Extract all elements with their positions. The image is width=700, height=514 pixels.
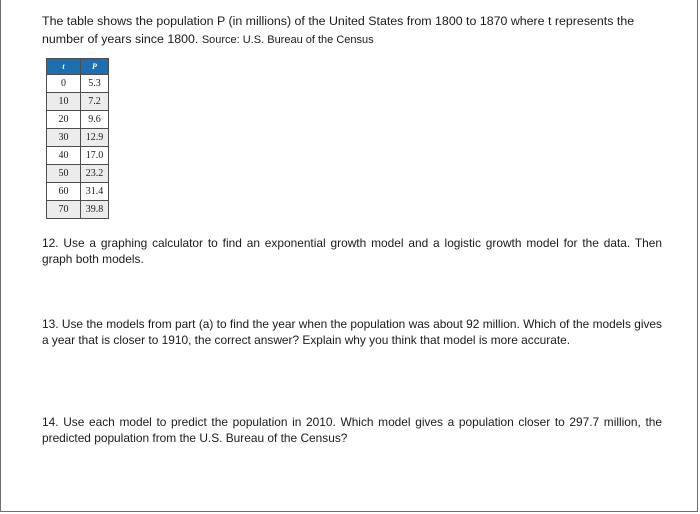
cell-p: 31.4 [81,183,109,201]
cell-p: 39.8 [81,201,109,219]
cell-t: 10 [47,93,81,111]
intro-paragraph [42,12,660,49]
cell-t: 50 [47,165,81,183]
cell-t: 40 [47,147,81,165]
cell-t: 70 [47,201,81,219]
table-header-row [47,59,109,75]
cell-p: 23.2 [81,165,109,183]
question-12: 12. Use a graphing calculator to find an exponential growth model and a logistic growth model for the data. Then graph both models. [42,236,662,266]
cell-p: 12.9 [81,129,109,147]
cell-p: 7.2 [81,93,109,111]
cell-t: 20 [47,111,81,129]
cell-p: 17.0 [81,147,109,165]
cell-t: 60 [47,183,81,201]
table-row [47,111,109,129]
table-row [47,147,109,165]
table-row [47,75,109,93]
intro-text: The table shows the population P (in millions) of the United States from 1800 to 1870 where t represents the number of years since 1800. [42,14,635,46]
cell-p: 9.6 [81,111,109,129]
header-t: t [47,59,81,75]
table-row [47,183,109,201]
cell-t: 0 [47,75,81,93]
table-row [47,129,109,147]
cell-t: 30 [47,129,81,147]
source-citation: Source: U.S. Bureau of the Census [201,34,374,46]
table-row [47,165,109,183]
question-13: 13. Use the models from part (a) to find the year when the population was about 92 million. Which of the models gives a year that is closer to 1910, the correct answer? Explain why you think that model is more accurate. [42,317,662,347]
population-table [46,58,109,219]
cell-p: 5.3 [81,75,109,93]
header-p: P [81,59,109,75]
table-row [47,93,109,111]
question-14: 14. Use each model to predict the population in 2010. Which model gives a population closer to 297.7 million, the predicted population from the U.S. Bureau of the Census? [42,415,662,445]
table-row [47,201,109,219]
